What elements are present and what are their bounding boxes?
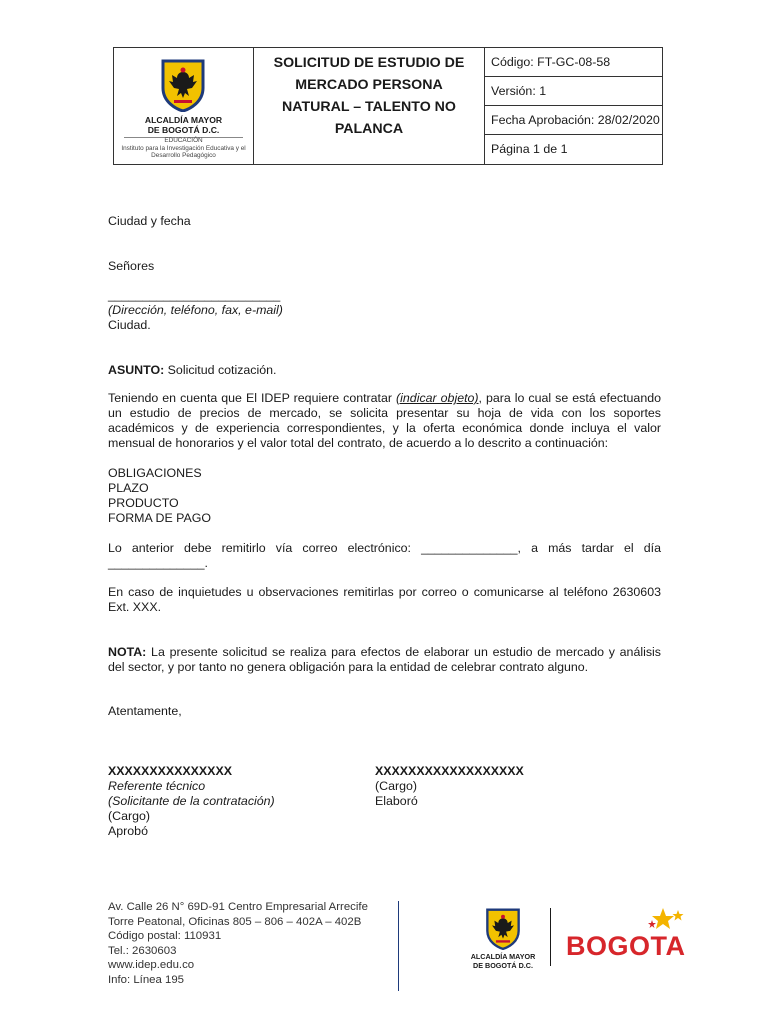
recipient-blank-line: _________________________ (108, 288, 281, 302)
list-item: FORMA DE PAGO (108, 511, 212, 525)
footer-logo-alcaldia: ALCALDÍA MAYOR (470, 952, 536, 961)
recipient-address-hint: (Dirección, teléfono, fax, e-mail) (108, 303, 283, 317)
footer-logo-text (466, 952, 540, 970)
signer-cargo-left: (Cargo) (108, 809, 150, 823)
header-meta-cell (485, 48, 662, 164)
approval-date: Fecha Aprobación: 28/02/2020 (485, 106, 662, 135)
footer-logo-bogota: DE BOGOTÁ D.C. (473, 961, 533, 970)
recipient-city: Ciudad. (108, 318, 151, 332)
contact-paragraph: En caso de inquietudes u observaciones remitirlas por correo o comunicarse al teléfono 2630603 Ext. XXX. (108, 585, 661, 614)
city-date-line: Ciudad y fecha (108, 214, 191, 228)
note-text: La presente solicitud se realiza para efectos de elaborar un estudio de mercado y análisis del sector, y por tanto no genera obligación para la entidad de celebrar contrato alguno. (108, 645, 661, 674)
footer-line: www.idep.edu.co (108, 959, 195, 971)
intro-text-b: , para lo cual se está efectuando un estudio de precios de mercado, se solicita presentar su hoja de vida con los soportes académicos y de experiencia correspondientes, y la oferta económica donde incluya el valor mensual de honorarios y el valor total del contrato, de acuerdo a lo descrito a continuación: (108, 391, 661, 450)
subject-text: Solicitud cotización. (164, 363, 277, 377)
footer-line: Av. Calle 26 N° 69D-91 Centro Empresarial Arrecife (108, 901, 368, 913)
footer-address (108, 900, 368, 987)
document-version: Versión: 1 (485, 77, 662, 106)
requirements-list (108, 466, 661, 526)
signer-role2-left: (Solicitante de la contratación) (108, 794, 275, 808)
signature-right (375, 764, 625, 809)
signer-role-left: Referente técnico (108, 779, 206, 793)
document-title (254, 52, 484, 140)
intro-text-a: Teniendo en cuenta que El IDEP requiere contratar (108, 391, 397, 405)
signer-action-left: Aprobó (108, 824, 148, 838)
bogota-coat-of-arms-icon (160, 58, 206, 112)
footer-line: Torre Peatonal, Oficinas 805 – 806 – 402A – 402B (108, 915, 362, 928)
list-item: OBLIGACIONES (108, 466, 202, 480)
footer-line: Tel.: 2630603 (108, 944, 177, 957)
subject-line (108, 363, 661, 378)
footer-logo-divider (550, 908, 551, 966)
signer-action-right: Elaboró (375, 794, 418, 808)
title-line-1: SOLICITUD DE ESTUDIO DE (273, 55, 465, 71)
title-line-3: NATURAL – TALENTO NO (282, 99, 456, 115)
header-title-cell (254, 48, 485, 164)
bogota-brand-wordmark: BOGOTA (566, 931, 686, 961)
closing: Atentamente, (108, 704, 182, 718)
signer-name-right: XXXXXXXXXXXXXXXXXX (375, 764, 524, 778)
logo-text-alcaldia: ALCALDÍA MAYOR (144, 115, 223, 125)
list-item: PLAZO (108, 481, 149, 495)
signer-cargo-right: (Cargo) (375, 779, 417, 793)
document-code: Código: FT-GC-08-58 (485, 48, 662, 77)
title-line-2: MERCADO PERSONA (295, 77, 443, 93)
signature-left (108, 764, 358, 839)
logo-text-instituto: Instituto para la Investigación Educativa y el (121, 144, 246, 152)
logo-text-bogota: DE BOGOTÁ D.C. (147, 125, 220, 135)
list-item: PRODUCTO (108, 496, 179, 510)
logo-text-desarrollo: Desarrollo Pedagógico (151, 152, 216, 159)
salutation: Señores (108, 259, 155, 273)
header-logo-cell (114, 48, 254, 164)
footer-line: Info: Línea 195 (108, 973, 185, 986)
footer-coat-of-arms-icon (485, 907, 521, 950)
intro-paragraph (108, 391, 661, 451)
logo-text-educacion: EDUCACIÓN (164, 137, 203, 144)
note-paragraph (108, 645, 661, 675)
page-number: Página 1 de 1 (491, 142, 568, 156)
subject-label: ASUNTO: (108, 363, 165, 377)
signer-name-left: XXXXXXXXXXXXXXX (108, 764, 232, 778)
delivery-date-blank: ______________. (108, 556, 208, 570)
note-label: NOTA: (108, 645, 147, 659)
title-line-4: PALANCA (334, 121, 404, 137)
footer-line: Código postal: 110931 (108, 930, 222, 942)
document-header-table (113, 47, 663, 165)
delivery-instructions: Lo anterior debe remitirlo vía correo electrónico: ______________, a más tardar el día (108, 541, 661, 555)
object-placeholder: (indicar objeto) (396, 391, 479, 405)
footer-divider (398, 901, 399, 991)
